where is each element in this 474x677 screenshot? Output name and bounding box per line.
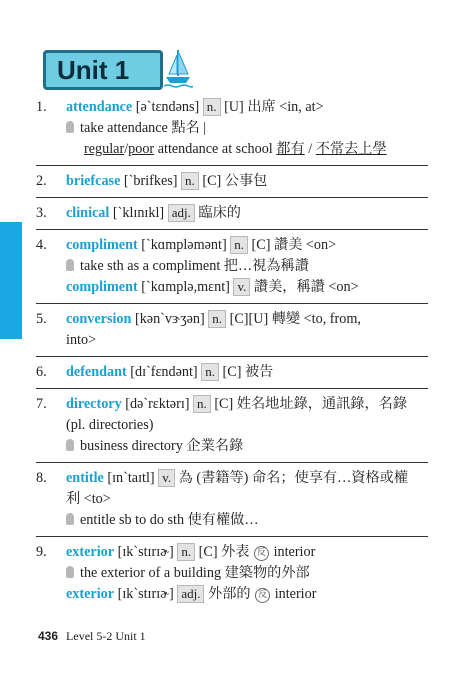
pronunciation: [kən`vɝʒən] xyxy=(134,311,205,327)
definition: [C] 姓名地址錄，通訊錄，名錄 xyxy=(214,396,408,412)
example: entitle sb to do sth 使有權做… xyxy=(80,512,259,528)
entry-number: 9. xyxy=(36,544,47,560)
headword: clinical xyxy=(66,205,110,221)
part-of-speech: n. xyxy=(181,172,199,190)
headword: exterior xyxy=(66,544,115,560)
example-part: regular xyxy=(84,141,125,157)
pronunciation: [dɪ`fɛndənt] xyxy=(130,364,198,380)
definition: [C] 讚美 <on> xyxy=(251,237,337,253)
definition: 讚美，稱讚 <on> xyxy=(253,279,359,295)
pronunciation: [`brifkes] xyxy=(123,173,178,189)
antonym: interior xyxy=(273,544,316,560)
definition: [C][U] 轉變 <to, from, xyxy=(229,311,361,327)
headword: compliment xyxy=(66,279,138,295)
part-of-speech: adj. xyxy=(177,585,204,603)
part-of-speech: n. xyxy=(201,363,219,381)
definition: 為 (書籍等) 命名；使享有…資格或權 xyxy=(178,470,409,486)
entry-exterior xyxy=(36,537,428,610)
definition: [U] 出席 <in, at> xyxy=(224,99,324,115)
pronunciation: [`kɑmpləmənt] xyxy=(141,237,227,253)
part-of-speech: v. xyxy=(233,278,250,296)
headword: compliment xyxy=(66,237,138,253)
example: take attendance 點名 | xyxy=(80,120,207,136)
entry-clinical xyxy=(36,198,428,230)
example-part: / xyxy=(124,141,129,157)
entry-number: 7. xyxy=(36,396,47,412)
part-of-speech: n. xyxy=(177,543,195,561)
example-part: 都有 xyxy=(276,141,305,157)
part-of-speech: n. xyxy=(203,98,221,116)
definition: [C] 被告 xyxy=(222,364,274,380)
part-of-speech: n. xyxy=(230,236,248,254)
entry-number: 5. xyxy=(36,311,47,327)
entry-number: 4. xyxy=(36,237,47,253)
headword: entitle xyxy=(66,470,104,486)
entry-conversion xyxy=(36,304,428,357)
pronunciation: [ɪk`stɪrɪɚ] xyxy=(117,544,174,560)
example: the exterior of a building 建築物的外部 xyxy=(80,565,310,581)
pronunciation: [ə`tɛndəns] xyxy=(135,99,200,115)
unit-title: Unit 1 xyxy=(57,55,130,85)
antonym: interior xyxy=(274,586,317,602)
part-of-speech: v. xyxy=(158,469,175,487)
headword: conversion xyxy=(66,311,132,327)
part-of-speech: n. xyxy=(208,310,226,328)
pronunciation: [`kɑmplə,mɛnt] xyxy=(141,279,230,295)
entry-number: 3. xyxy=(36,205,47,221)
lightbulb-icon xyxy=(66,566,74,578)
pronunciation: [`klɪnɪkl] xyxy=(112,205,165,221)
footer-label: Level 5-2 Unit 1 xyxy=(66,629,146,643)
lightbulb-icon xyxy=(66,513,74,525)
definition: [C] 外表 xyxy=(198,544,250,560)
page-footer xyxy=(38,629,146,644)
lightbulb-icon xyxy=(66,121,74,133)
headword: exterior xyxy=(66,586,115,602)
pronunciation: [ɪn`taɪtl] xyxy=(107,470,155,486)
sailboat-icon xyxy=(163,46,193,88)
headword: attendance xyxy=(66,99,133,115)
entry-attendance xyxy=(36,92,428,166)
definition: 臨床的 xyxy=(198,205,241,221)
definition: 利 <to> xyxy=(66,491,111,507)
headword: directory xyxy=(66,396,122,412)
example-part: / xyxy=(304,141,316,157)
part-of-speech: n. xyxy=(193,395,211,413)
entry-defendant xyxy=(36,357,428,389)
lightbulb-icon xyxy=(66,439,74,451)
definition: into> xyxy=(66,332,97,348)
example: business directory 企業名錄 xyxy=(80,438,244,454)
example: take sth as a compliment 把…視為稱讚 xyxy=(80,258,309,274)
entry-number: 2. xyxy=(36,173,47,189)
entry-entitle xyxy=(36,463,428,537)
vocabulary-list xyxy=(36,92,428,610)
part-of-speech: adj. xyxy=(168,204,195,222)
antonym-icon: 反 xyxy=(254,546,269,561)
example-part: 不常去上學 xyxy=(315,141,387,157)
entry-compliment xyxy=(36,230,428,304)
pronunciation: [də`rɛktərɪ] xyxy=(125,396,190,412)
example-part: attendance at school xyxy=(154,141,277,157)
entry-briefcase xyxy=(36,166,428,198)
page-number: 436 xyxy=(38,629,59,643)
lightbulb-icon xyxy=(66,259,74,271)
definition: 外部的 xyxy=(208,586,251,602)
entry-number: 6. xyxy=(36,364,47,380)
side-tab xyxy=(0,222,22,339)
headword: briefcase xyxy=(66,173,121,189)
antonym-icon: 反 xyxy=(255,588,270,603)
example-part: poor xyxy=(128,141,155,157)
entry-number: 1. xyxy=(36,99,47,115)
definition: (pl. directories) xyxy=(66,417,154,433)
headword: defendant xyxy=(66,364,127,380)
pronunciation: [ɪk`stɪrɪɚ] xyxy=(117,586,174,602)
entry-number: 8. xyxy=(36,470,47,486)
entry-directory xyxy=(36,389,428,463)
definition: [C] 公事包 xyxy=(202,173,268,189)
